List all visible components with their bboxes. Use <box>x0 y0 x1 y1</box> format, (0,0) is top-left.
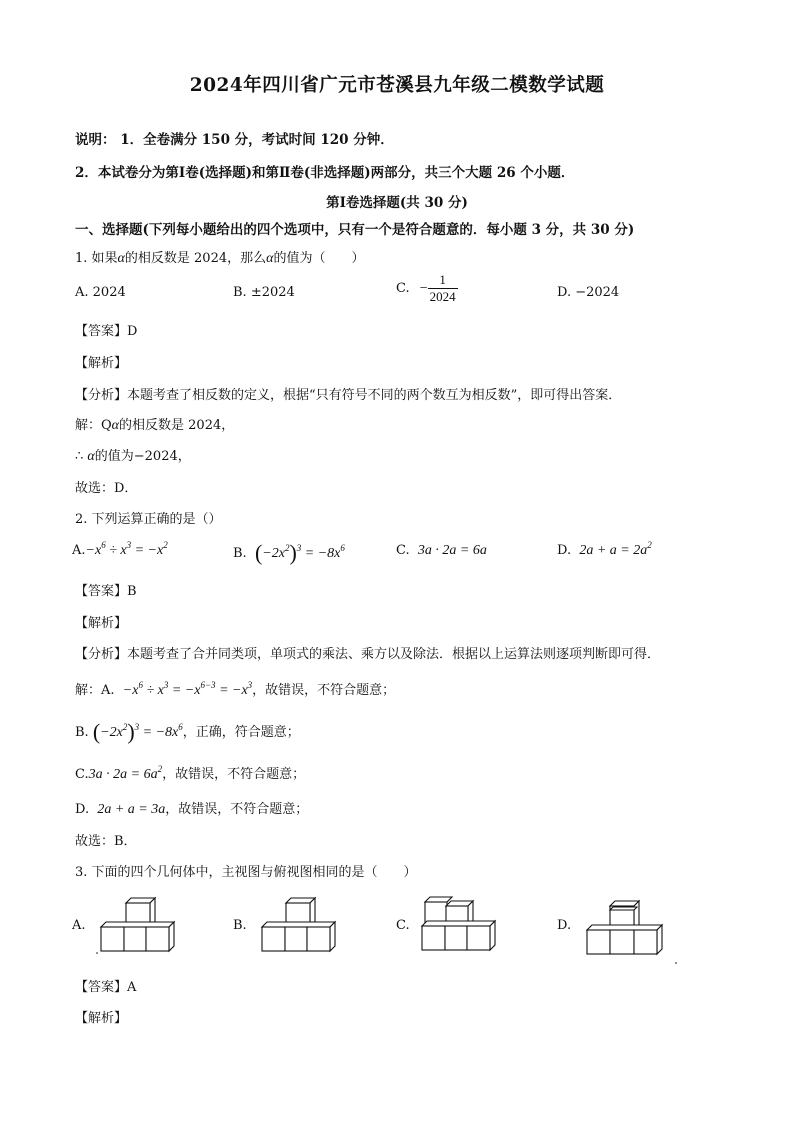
q2-solution-text: ，故错误，不符合题意； <box>252 683 396 698</box>
q2-option-d: D. $2a + a = 2a^2$ <box>557 540 652 558</box>
q1-var: α <box>111 418 120 433</box>
q1-option-b: B. ±2024 <box>233 285 295 300</box>
fraction-denominator: 2024 <box>429 289 456 304</box>
q1-solution-text: 的相反数是 2024， <box>119 418 235 433</box>
q3-option-a-label: A. <box>72 918 86 933</box>
q1-var: α <box>87 449 95 464</box>
q2-option-c-label: C. <box>396 543 410 558</box>
q1-stem <box>75 247 365 267</box>
q3-option-b-label: B. <box>233 918 247 933</box>
q2-solution-label: B. <box>75 725 89 740</box>
q1-option-c-fraction <box>428 272 458 305</box>
q2-analysis-tag: 【解析】 <box>75 616 128 631</box>
q2-option-a-label: A. <box>72 543 86 558</box>
q2-answer: 【答案】B <box>75 584 137 599</box>
q1-stem-part: 1. 如果 <box>75 251 118 266</box>
q2-solution-b: B. $(-2x^2)^3 = -8x^6$，正确，符合题意； <box>75 719 300 744</box>
q3-figure-d <box>584 896 684 968</box>
q3-figure-b <box>258 895 340 957</box>
q2-solution-label: D. <box>75 802 90 817</box>
q1-option-a: A. 2024 <box>75 285 126 300</box>
q3-figure-c <box>418 890 500 956</box>
note-line-1: 说明： 1．全卷满分 150 分，考试时间 120 分钟． <box>75 132 394 148</box>
q1-stem-part: 的相反数是 2024，那么 <box>124 251 267 266</box>
q2-solution-label: C. <box>75 767 89 782</box>
q3-figure-a <box>95 895 177 957</box>
q1-solution-text: 解：Q <box>75 418 112 433</box>
q1-analysis-tag: 【解析】 <box>75 356 128 371</box>
q1-choice: 故选：D． <box>75 481 138 496</box>
q2-option-b: B. $(-2x^2)^3 = -8x^6$ <box>233 540 345 565</box>
q2-option-c: C. 3a · 2a = 6a <box>396 543 487 558</box>
q1-answer: 【答案】D <box>75 324 138 339</box>
q2-stem: 2. 下列运算正确的是（） <box>75 512 222 527</box>
q1-solution-text: ∴ <box>75 449 88 464</box>
q3-answer: 【答案】A <box>75 980 137 995</box>
q2-solution-a: 解：A. $-x^6 \div x^3 = -x^{6-3} = -x^3$，故错误，不符合题意； <box>75 680 396 698</box>
part-heading: 一、选择题(下列每小题给出的四个选项中，只有一个是符合题意的．每小题 3 分，共 30 分) <box>75 222 635 238</box>
section-title: 第Ⅰ卷选择题(共 30 分) <box>326 195 468 211</box>
q2-choice: 故选：B． <box>75 834 137 849</box>
q3-analysis-tag: 【解析】 <box>75 1011 128 1026</box>
q2-solution-text: ，正确，符合题意； <box>182 725 300 740</box>
q3-option-d-label: D. <box>557 918 572 933</box>
q2-solution-c: $C.3a \cdot 2a = 6a^2$，故错误，不符合题意； <box>75 764 306 782</box>
q2-solution-d: D. 2a + a = 3a，故错误，不符合题意； <box>75 802 309 817</box>
q1-option-c-label: C. <box>396 281 410 296</box>
q1-analysis: 【分析】本题考查了相反数的定义，根据“只有符号不同的两个数互为相反数”，即可得出答案． <box>75 388 622 403</box>
q2-solution-text: ，故错误，不符合题意； <box>165 802 309 817</box>
q1-option-c <box>396 272 458 305</box>
q2-analysis: 【分析】本题考查了合并同类项，单项式的乘法、乘方以及除法．根据以上运算法则逐项判断即可得． <box>75 647 661 662</box>
q2-option-b-label: B. <box>233 546 247 561</box>
q1-option-d: D. −2024 <box>557 285 620 300</box>
q1-var: α <box>266 251 274 266</box>
q1-stem-part: 的值为（ ） <box>273 251 365 266</box>
fraction-numerator: 1 <box>428 272 458 289</box>
q3-stem: 3. 下面的四个几何体中，主视图与俯视图相同的是（ ） <box>75 865 417 880</box>
note-line-2: 2．本试卷分为第Ⅰ卷(选择题)和第Ⅱ卷(非选择题)两部分，共三个大题 26 个小题． <box>75 165 575 181</box>
q2-option-d-label: D. <box>557 543 572 558</box>
q1-solution-text: 的值为−2024， <box>94 449 191 464</box>
q1-solution-line-2 <box>75 445 191 465</box>
q1-option-c-sign: − <box>419 280 428 296</box>
q3-option-c-label: C. <box>396 918 410 933</box>
q1-solution-line-1 <box>75 414 234 434</box>
q1-var: α <box>117 251 125 266</box>
q2-solution-text: ，故错误，不符合题意； <box>162 767 306 782</box>
q2-solution-label: 解：A. <box>75 683 115 698</box>
page-title: 2024年四川省广元市苍溪县九年级二模数学试题 <box>189 75 605 96</box>
q2-option-a: $A.-x^6 \div x^3 = -x^2$ <box>72 540 168 558</box>
